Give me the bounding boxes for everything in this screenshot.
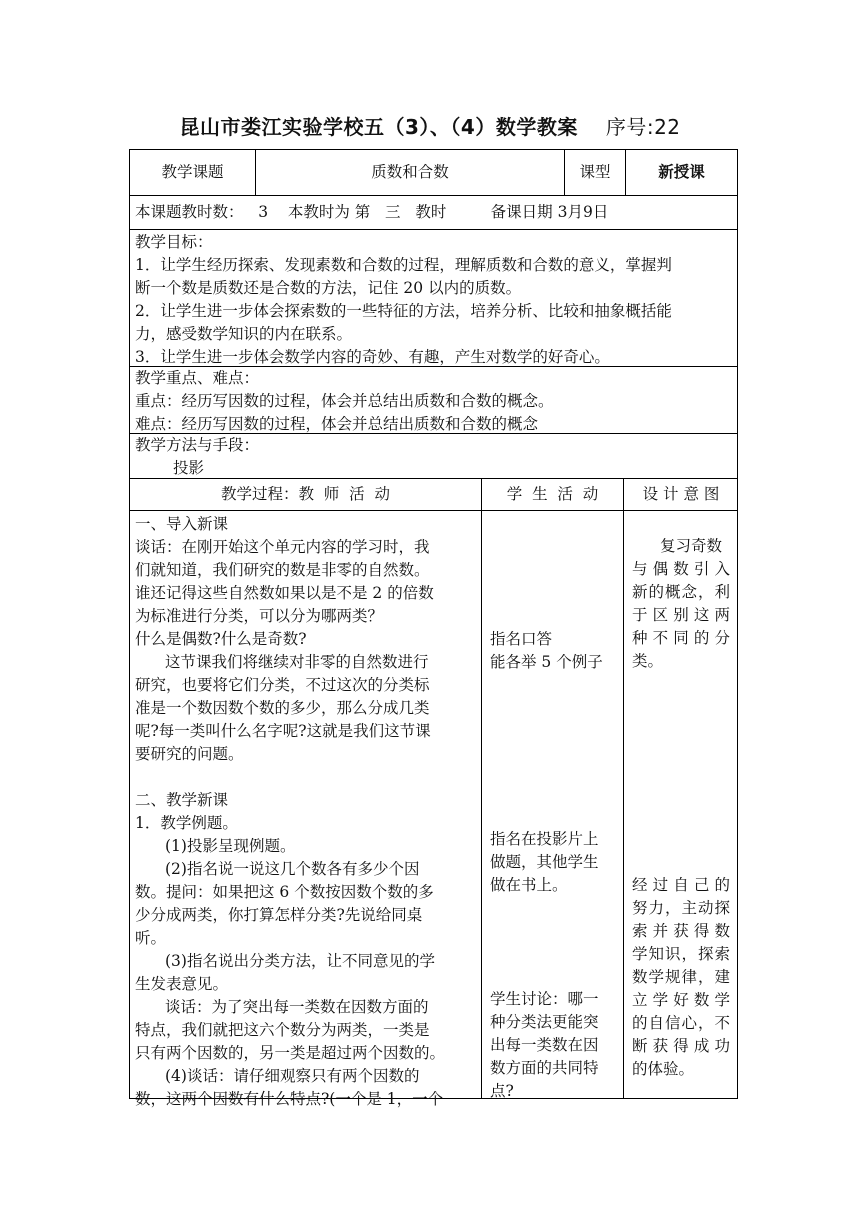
hours-line: 本课题教时数： 3 本教时为 第 三 教时 备课日期 3月9日 (135, 203, 609, 221)
type-value: 新授课 (658, 163, 705, 181)
teacher-line: 特点，我们就把这六个数分为两类，一类是 (135, 1021, 430, 1039)
objectives-heading: 教学目标： (135, 233, 213, 251)
teacher-line (135, 766, 477, 789)
student-line: 数方面的共同特 (490, 1059, 599, 1077)
teacher-line: 一、导入新课 (135, 515, 229, 533)
col-divider (481, 478, 482, 1099)
teacher-line: (2)指名说一说这几个数各有多少个因 (165, 860, 420, 878)
topic-label: 教学课题 (161, 163, 224, 181)
teacher-line: 数。提问：如果把这 6 个数按因数个数的多 (135, 883, 434, 901)
design-line: 努力，主动探 (632, 899, 730, 917)
teacher-line: 谈话：在刚开始这个单元内容的学习时，我 (135, 538, 430, 556)
student-line: 种分类法更能突 (490, 1013, 599, 1031)
design-line: 断获得成功 (632, 1037, 730, 1055)
student-line: 出每一类数在因 (490, 1036, 599, 1054)
student-activity-header: 学 生 活 动 (506, 485, 599, 503)
student-line: 学生讨论：哪一 (490, 990, 599, 1008)
student-line: 做题，其他学生 (490, 853, 599, 871)
teacher-line: 少分成两类，你打算怎样分类?先说给同桌 (135, 906, 423, 924)
key-point-line: 难点：经历写因数的过程，体会并总结出质数和合数的概念 (135, 415, 539, 433)
design-line: 的体验。 (632, 1060, 695, 1078)
design-intent-header: 设 计 意 图 (642, 485, 720, 503)
design-line: 数学规律，建 (632, 968, 730, 986)
objective-line: 1．让学生经历探索、发现素数和合数的过程，理解质数和合数的意义，掌握判 (135, 256, 672, 274)
student-line: 点? (490, 1082, 514, 1100)
methods-section (135, 434, 259, 480)
design-intent-block (632, 874, 730, 1081)
design-line: 于区别这两 (632, 606, 730, 624)
design-line: 学知识，探索 (632, 945, 730, 963)
objective-line: 断一个数是质数还是合数的方法，记住 20 以内的质数。 (135, 279, 522, 297)
teacher-line: 1．教学例题。 (135, 814, 238, 832)
teacher-line: 谈话：为了突出每一类数在因数方面的 (165, 998, 429, 1016)
design-line: 的自信心，不 (632, 1014, 730, 1032)
design-line: 索并获得数 (632, 922, 730, 940)
design-line: 新的概念，利 (632, 583, 730, 601)
teacher-activity-header: 教学过程：教 师 活 动 (220, 485, 391, 503)
key-point-line: 重点：经历写因数的过程，体会并总结出质数和合数的概念。 (135, 392, 554, 410)
teacher-line: 要研究的问题。 (135, 745, 244, 763)
design-intent-block (632, 535, 730, 673)
student-line: 指名在投影片上 (490, 830, 599, 848)
objective-line: 3．让学生进一步体会数学内容的奇妙、有趣，产生对数学的好奇心。 (135, 348, 610, 366)
lesson-plan-title: 昆山市娄江实验学校五（3）、（4）数学教案 (179, 115, 578, 139)
design-line: 与偶数引入 (632, 560, 730, 578)
teacher-line: (1)投影呈现例题。 (165, 837, 296, 855)
objective-line: 力，感受数学知识的内在联系。 (135, 325, 353, 343)
topic-value: 质数和合数 (371, 163, 449, 181)
teacher-line: 研究，也要将它们分类，不过这次的分类标 (135, 676, 430, 694)
student-line: 能各举 5 个例子 (490, 653, 603, 671)
methods-value: 投影 (173, 459, 205, 477)
key-points-section (135, 367, 554, 436)
key-points-heading: 教学重点、难点： (135, 369, 260, 387)
type-label: 课型 (579, 163, 611, 181)
teacher-line: 为标准进行分类，可以分为哪两类？ (135, 607, 384, 625)
design-line: 种不同的分 (632, 629, 730, 647)
design-line: 经过自己的 (632, 876, 730, 894)
design-line: 立学好数学 (632, 991, 730, 1009)
teacher-line: 生发表意见。 (135, 975, 229, 993)
student-line: 做在书上。 (490, 876, 568, 894)
design-line: 类。 (632, 652, 664, 670)
row-divider (129, 195, 738, 196)
teacher-line: 二、教学新课 (135, 791, 229, 809)
teacher-line: 这节课我们将继续对非零的自然数进行 (165, 653, 429, 671)
teacher-line: (3)指名说出分类方法，让不同意见的学 (165, 952, 435, 970)
teacher-line: (4)谈话：请仔细观察只有两个因数的 (165, 1067, 420, 1085)
page-title (0, 111, 860, 140)
col-divider (623, 478, 624, 1099)
teacher-line: 只有两个因数的，另一类是超过两个因数的。 (135, 1044, 446, 1062)
teacher-line: 什么是偶数?什么是奇数? (135, 630, 307, 648)
teacher-activity-column (135, 513, 477, 1111)
teacher-line: 听。 (135, 929, 167, 947)
row-divider (129, 229, 738, 230)
design-line: 复习奇数 (660, 537, 723, 555)
teacher-line: 呢?每一类叫什么名字呢?这就是我们这节课 (135, 722, 431, 740)
objective-line: 2．让学生进一步体会探索数的一些特征的方法，培养分析、比较和抽象概括能 (135, 302, 672, 320)
teacher-line: 们就知道，我们研究的数是非零的自然数。 (135, 561, 430, 579)
teacher-line: 数，这两个因数有什么特点?(一个是 1，一个 (135, 1090, 444, 1108)
student-activity-block (490, 628, 603, 674)
methods-heading: 教学方法与手段： (135, 436, 260, 454)
teacher-line: 谁还记得这些自然数如果以是不是 2 的倍数 (135, 584, 434, 602)
student-line: 指名口答 (490, 630, 553, 648)
row-divider (129, 510, 738, 511)
student-activity-block (490, 828, 599, 897)
teacher-line: 准是一个数因数个数的多少，那么分成几类 (135, 699, 430, 717)
serial-number: 序号:22 (605, 115, 681, 139)
objectives-section (135, 231, 672, 369)
student-activity-block (490, 988, 599, 1103)
